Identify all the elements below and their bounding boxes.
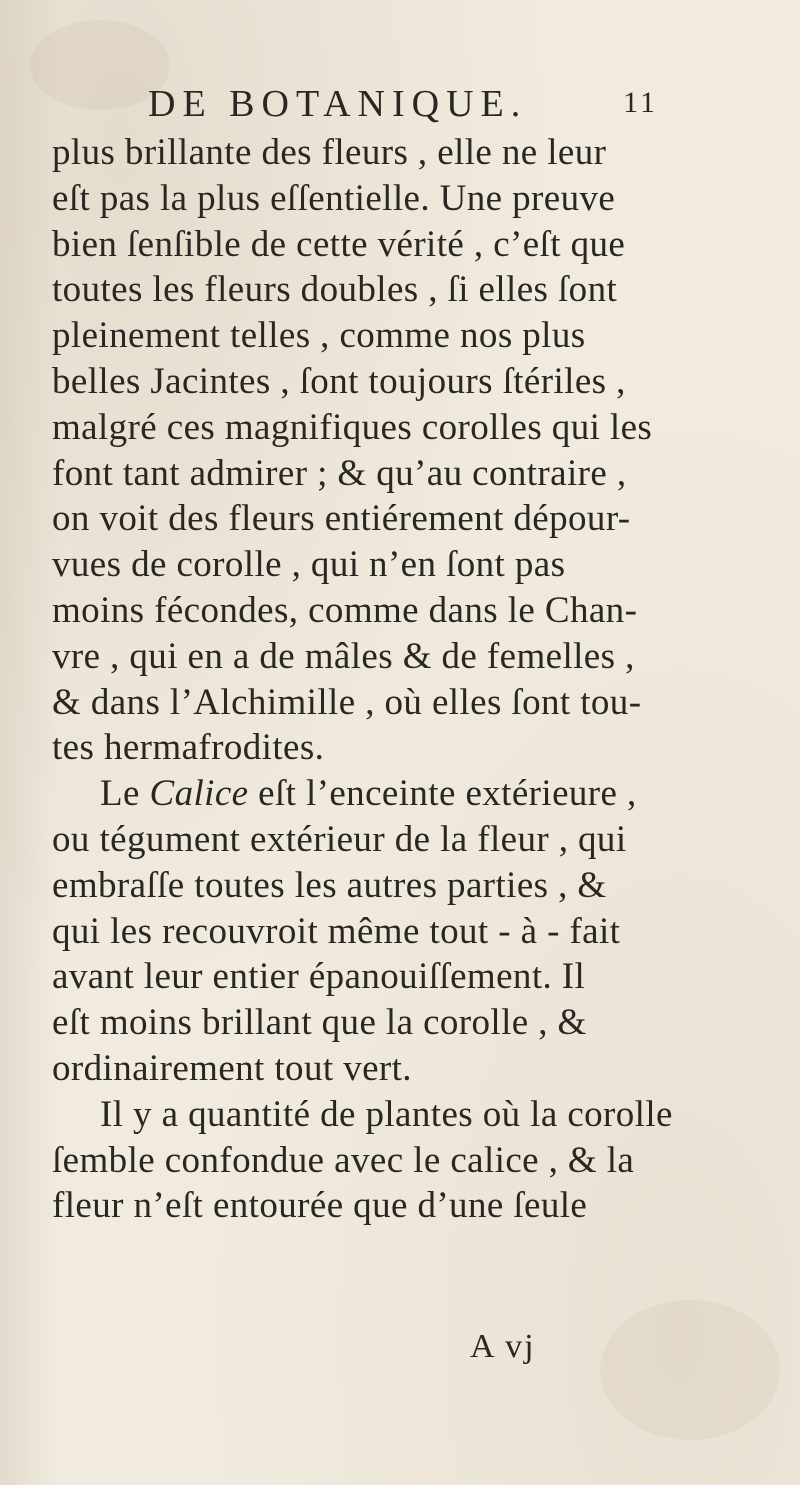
text-line: bien ſenſible de cette vérité , c’eſt que — [52, 223, 626, 265]
text-line: pleinement telles , comme nos plus — [52, 315, 586, 357]
paper-stain — [600, 1300, 780, 1440]
text-line: embraſſe toutes les autres parties , & — [52, 864, 607, 906]
lead-text-rest: eſt l’enceinte extérieure , — [248, 773, 637, 815]
text-line: fleur n’eſt entourée que d’une ſeule — [52, 1185, 588, 1227]
text-line: ou tégument extérieur de la fleur , qui — [52, 818, 627, 860]
text-line: eſt moins brillant que la corolle , & — [52, 1002, 587, 1044]
text-line: qui les recouvroit même tout - à - fait — [52, 910, 621, 952]
text-line: font tant admirer ; & qu’au contraire , — [52, 452, 627, 494]
text-line: toutes les fleurs doubles , ſi elles ſont — [52, 269, 618, 311]
paragraph-lead-line — [52, 771, 752, 817]
page-number: 11 — [623, 86, 658, 119]
running-title: DE BOTANIQUE. — [148, 83, 528, 125]
text-line: vues de corolle , qui n’en ſont pas — [52, 544, 566, 586]
text-line: malgré ces magnifiques corolles qui les — [52, 406, 653, 448]
term-calice: Calice — [149, 773, 249, 815]
text-line: plus brillante des fleurs , elle ne leur — [52, 132, 607, 173]
text-line: Il y a quantité de plantes où la corolle — [100, 1093, 673, 1135]
text-line: avant leur entier épanouiſſement. Il — [52, 956, 586, 998]
text-line: tes hermafrodites. — [52, 727, 325, 769]
running-head — [148, 82, 658, 126]
body-text — [52, 130, 752, 1229]
text-line: on voit des fleurs entiérement dépour- — [52, 498, 631, 540]
text-line: ordinairement tout vert. — [52, 1047, 412, 1089]
text-line: ſemble confondue avec le calice , & la — [52, 1139, 635, 1181]
text-line: moins fécondes, comme dans le Chan- — [52, 589, 638, 631]
text-line: belles Jacintes , ſont toujours ſtériles , — [52, 360, 626, 402]
text-line: eſt pas la plus eſſentielle. Une preuve — [52, 177, 616, 219]
signature-mark: A vj — [470, 1328, 536, 1365]
text-line: & dans l’Alchimille , où elles ſont tou- — [52, 681, 642, 723]
text-line: vre , qui en a de mâles & de femelles , — [52, 635, 635, 677]
lead-text: Le — [100, 773, 150, 815]
